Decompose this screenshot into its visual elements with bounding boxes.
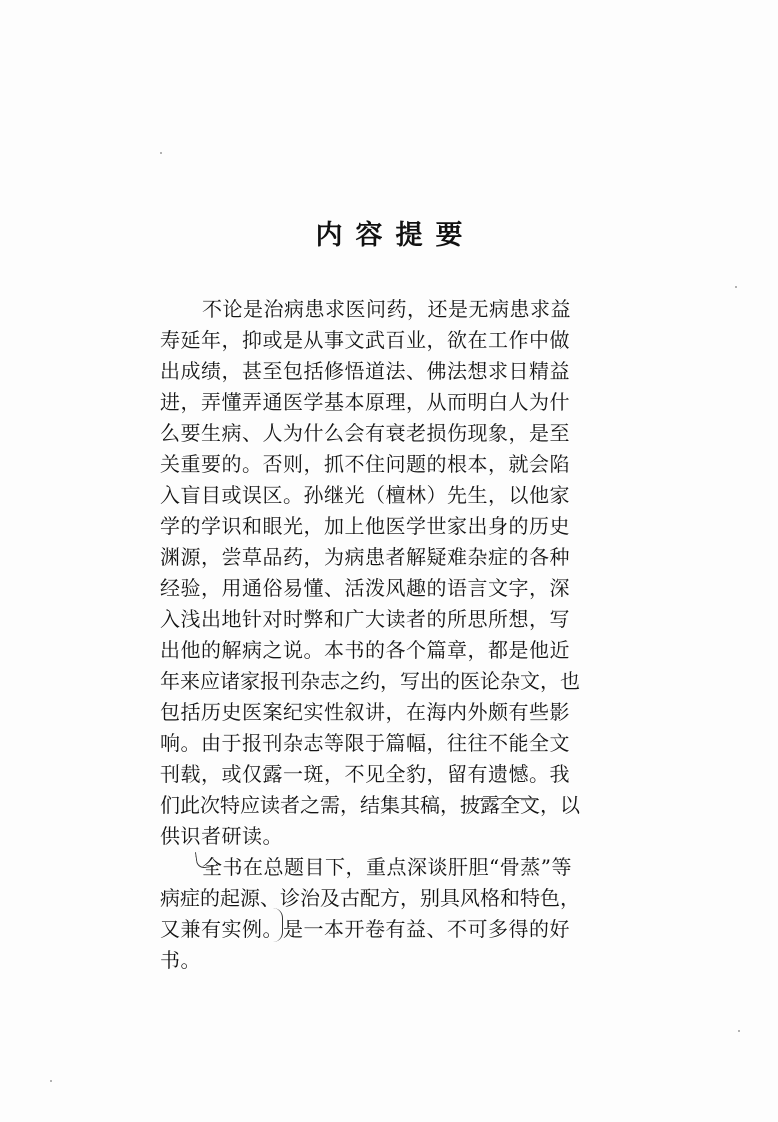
text-line: 病症的起源、诊治及古配方，别具风格和特色， xyxy=(160,886,580,910)
summary-body xyxy=(160,294,590,976)
text-line: 进，弄懂弄通医学基本原理，从而明白人为什 xyxy=(160,390,570,414)
text-line: 年来应诸家报刊杂志之约，写出的医论杂文，也 xyxy=(160,669,580,693)
page-title: 内容提要 xyxy=(315,220,476,251)
text-line: 寿延年，抑或是从事文武百业，欲在工作中做 xyxy=(160,328,570,352)
pencil-overline xyxy=(478,798,538,799)
text-line: 响。由于报刊杂志等限于篇幅，往往不能全文 xyxy=(160,731,570,755)
scan-speck xyxy=(50,1080,52,1082)
text-line: 学的学识和眼光，加上他医学世家出身的历史 xyxy=(160,514,570,538)
text-line: 渊源，尝草品药，为病患者解疑难杂症的各种 xyxy=(160,545,570,569)
scan-speck xyxy=(735,286,737,288)
text-line: 入盲目或误区。孙继光（檀林）先生，以他家 xyxy=(160,483,570,507)
text-line: 经验，用通俗易懂、活泼风趣的语言文字，深 xyxy=(160,576,570,600)
text-line: 不论是治病患求医问药，还是无病患求益 xyxy=(202,297,571,321)
text-line: 关重要的。否则，抓不住问题的根本，就会陷 xyxy=(160,452,570,476)
text-line: 包括历史医案纪实性叙讲，在海内外颇有些影 xyxy=(160,700,570,724)
text-line: 出成绩，甚至包括修悟道法、佛法想求日精益 xyxy=(160,359,570,383)
text-line: 供识者研读。 xyxy=(160,824,283,848)
text-line: 全书在总题目下，重点深谈肝胆“骨蒸”等 xyxy=(202,855,572,879)
text-line: 们此次特应读者之需，结集其稿，披露全文，以 xyxy=(160,793,580,817)
scan-speck xyxy=(160,152,162,154)
pencil-bracket xyxy=(268,908,283,942)
text-line: 书。 xyxy=(160,948,201,972)
text-line: 刊载，或仅露一斑，不见全豹，留有遗憾。我 xyxy=(160,762,570,786)
text-line: 出他的解病之说。本书的各个篇章，都是他近 xyxy=(160,638,570,662)
text-line: 么要生病、人为什么会有衰老损伤现象，是至 xyxy=(160,421,570,445)
text-line: 又兼有实例。是一本开卷有益、不可多得的好 xyxy=(160,917,570,941)
scan-speck xyxy=(738,1030,740,1032)
text-line: 入浅出地针对时弊和广大读者的所思所想，写 xyxy=(160,607,570,631)
